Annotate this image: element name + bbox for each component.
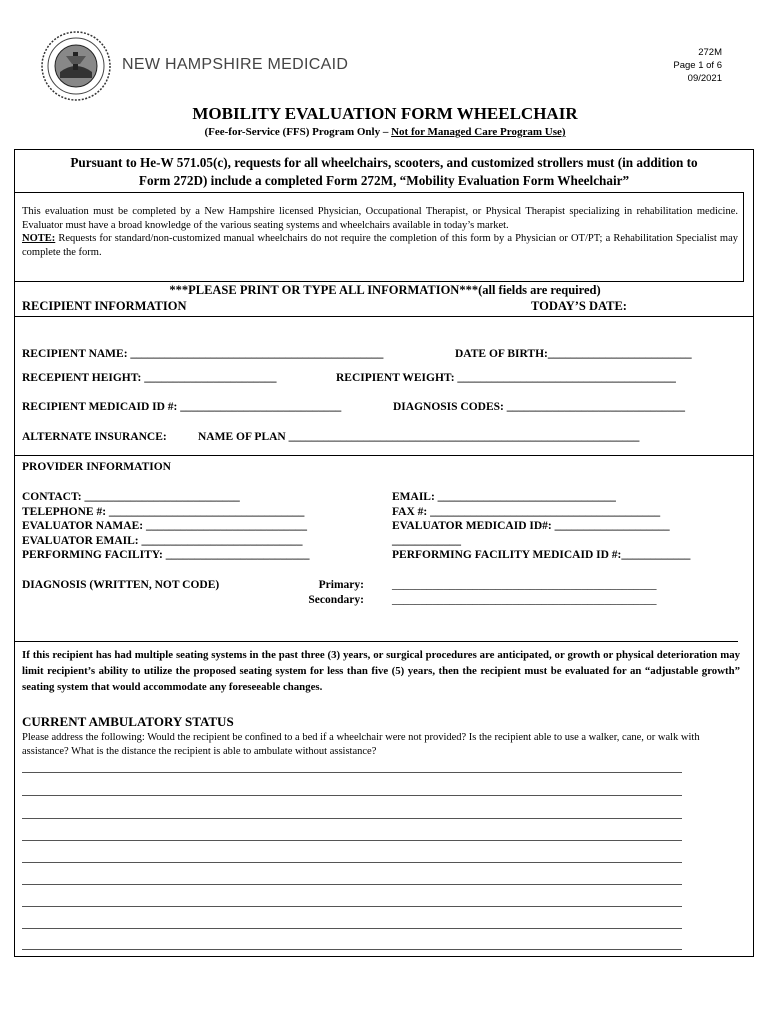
form-date: 09/2021 [687, 73, 722, 84]
answer-line-9[interactable] [22, 949, 682, 950]
form-subtitle [0, 126, 770, 138]
primary-diagnosis-field[interactable]: ______________________________________________ [392, 579, 657, 591]
page-indicator: Page 1 of 6 [673, 60, 722, 71]
pursuant-line-2: Form 272D) include a completed Form 272M, “Mobility Evaluation Form Wheelchair” [138, 173, 630, 188]
answer-line-4[interactable] [22, 840, 682, 841]
divider [14, 316, 754, 317]
telephone-field[interactable]: TELEPHONE #: __________________________________ [22, 506, 305, 518]
fax-field[interactable]: FAX #: ________________________________________ [392, 506, 661, 518]
evaluation-note [22, 205, 738, 259]
recipient-section-heading: RECIPIENT INFORMATION [22, 299, 187, 313]
subtitle-prefix: (Fee-for-Service (FFS) Program Only – [204, 126, 392, 138]
primary-label: Primary: [318, 579, 364, 591]
form-meta [673, 46, 722, 85]
evaluator-medicaid-id-field[interactable]: EVALUATOR MEDICAID ID#: ____________________ [392, 520, 670, 532]
alternate-insurance-label: ALTERNATE INSURANCE: [22, 431, 167, 443]
recipient-name-field[interactable]: RECIPIENT NAME: ____________________________________________ [22, 348, 384, 360]
performing-facility-field[interactable]: PERFORMING FACILITY: _________________________ [22, 549, 310, 561]
evaluator-name-field[interactable]: EVALUATOR NAMAE: ____________________________ [22, 520, 307, 532]
pursuant-statement [14, 154, 754, 190]
recipient-medicaid-id-field[interactable]: RECIPIENT MEDICAID ID #: ____________________________ [22, 401, 342, 413]
email-field[interactable]: EMAIL: _______________________________ [392, 491, 616, 503]
ambulatory-status-instructions: Please address the following: Would the recipient be confined to a bed if a wheelchair were not provided? Is the recipient able to use a walker, cane, or walk with assistance? What is the distance the recipient is able to ambulate without assistance? [22, 732, 700, 757]
diagnosis-codes-field[interactable]: DIAGNOSIS CODES: _______________________________ [393, 401, 685, 413]
answer-line-3[interactable] [22, 818, 682, 819]
divider [14, 641, 738, 642]
answer-line-5[interactable] [22, 862, 682, 863]
answer-line-6[interactable] [22, 884, 682, 885]
answer-line-7[interactable] [22, 906, 682, 907]
agency-name: NEW HAMPSHIRE MEDICAID [122, 56, 349, 73]
subtitle-underlined: Not for Managed Care Program Use) [391, 126, 566, 138]
ambulatory-status-heading: CURRENT AMBULATORY STATUS [22, 714, 234, 729]
pursuant-line-1: Pursuant to He-W 571.05(c), requests for all wheelchairs, scooters, and customized strollers must (in addition to [70, 155, 698, 170]
answer-line-2[interactable] [22, 795, 682, 796]
secondary-label: Secondary: [308, 594, 364, 606]
blank-field[interactable]: ____________ [392, 535, 461, 547]
contact-field[interactable]: CONTACT: ___________________________ [22, 491, 240, 503]
secondary-diagnosis-field[interactable]: ______________________________________________ [392, 594, 657, 606]
instructions: ***PLEASE PRINT OR TYPE ALL INFORMATION***(all fields are required) [169, 283, 601, 297]
facility-medicaid-id-field[interactable]: PERFORMING FACILITY MEDICAID ID #:____________ [392, 549, 691, 561]
answer-line-1[interactable] [22, 772, 682, 773]
form-number: 272M [698, 47, 722, 58]
answer-line-8[interactable] [22, 928, 682, 929]
recipient-height-field[interactable]: RECEPIENT HEIGHT: _______________________ [22, 372, 277, 384]
note-label: NOTE: [22, 233, 56, 244]
evaluation-note-text: This evaluation must be completed by a New Hampshire licensed Physician, Occupational Therapist, or Physical Therapist specializing in rehabilitation medicine. Evaluator must have a broad knowledge of the various seating systems and wheelchairs available in today’s market. [22, 206, 738, 231]
plan-name-field[interactable]: NAME OF PLAN _____________________________________________________________ [198, 431, 640, 443]
divider [14, 455, 754, 456]
evaluator-email-field[interactable]: EVALUATOR EMAIL: ____________________________ [22, 535, 303, 547]
seating-system-note: If this recipient has had multiple seating systems in the past three (3) years, or surgical procedures are anticipated, or growth or physical deterioration may limit recipient’s ability to utilize the proposed seating system for less than five (5) years, then the recipient must be evaluated for an “adjustable growth” seating system that would accommodate any foreseeable changes. [22, 649, 740, 693]
todays-date-label: TODAY’S DATE: [531, 299, 627, 313]
recipient-weight-field[interactable]: RECIPIENT WEIGHT: ______________________________________ [336, 372, 676, 384]
form-title: MOBILITY EVALUATION FORM WHEELCHAIR [192, 104, 578, 123]
diagnosis-written-label: DIAGNOSIS (WRITTEN, NOT CODE) [22, 579, 220, 591]
state-seal-logo [40, 30, 112, 102]
provider-section-heading: PROVIDER INFORMATION [22, 461, 171, 473]
date-of-birth-field[interactable]: DATE OF BIRTH:_________________________ [455, 348, 692, 360]
note-text: Requests for standard/non-customized manual wheelchairs do not require the completion of this form by a Physician or OT/PT; a Rehabilitation Specialist may complete the form. [22, 233, 738, 258]
